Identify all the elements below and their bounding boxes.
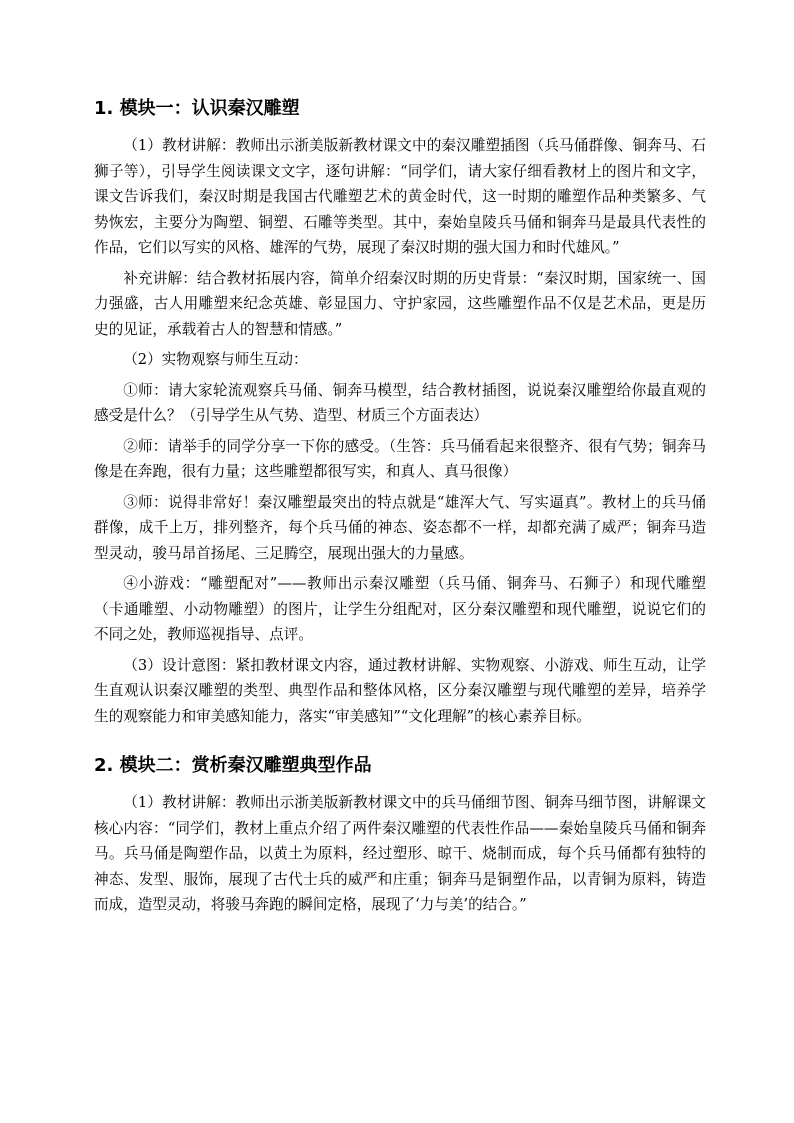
paragraph-design-intent: （3）设计意图：紧扣教材课文内容，通过教材讲解、实物观察、小游戏、师生互动，让学生直观认识秦汉雕塑的类型、典型作品和整体风格，区分秦汉雕塑与现代雕塑的差异，培养学生的观察能力和审美感知能力，落实“审美感知”“文化理解”的核心素养目标。 [94, 656, 706, 725]
paragraph-step-3: ③师：说得非常好！秦汉雕塑最突出的特点就是“雄浑大气、写实逼真”。教材上的兵马俑群像，成千上万，排列整齐，每个兵马俑的神态、姿态都不一样，却都充满了威严；铜奔马造型灵动，骏马昂首扬尾、三足腾空，展现出强大的力量感。 [94, 493, 706, 562]
paragraph-module-2-explanation: （1）教材讲解：教师出示浙美版新教材课文中的兵马俑细节图、铜奔马细节图，讲解课文核心内容：“同学们，教材上重点介绍了两件秦汉雕塑的代表性作品——秦始皇陵兵马俑和铜奔马。兵马俑是陶塑作品，以黄土为原料，经过塑形、晾干、烧制而成，每个兵马俑都有独特的神态、发型、服饰，展现了古代士兵的威严和庄重；铜奔马是铜塑作品，以青铜为原料，铸造而成，造型灵动，将骏马奔跑的瞬间定格，展现了‘力与美’的结合。” [94, 794, 706, 913]
paragraph-observation-title: （2）实物观察与师生互动： [123, 351, 308, 368]
document-body [94, 90, 706, 918]
paragraph-step-1: ①师：请大家轮流观察兵马俑、铜奔马模型，结合教材插图，说说秦汉雕塑给你最直观的感受是什么？（引导学生从气势、造型、材质三个方面表达） [94, 381, 706, 424]
section-heading-module-1: 1. 模块一：认识秦汉雕塑 [94, 98, 300, 119]
paragraph-step-4: ④小游戏：“雕塑配对”——教师出示秦汉雕塑（兵马俑、铜奔马、石狮子）和现代雕塑（卡通雕塑、小动物雕塑）的图片，让学生分组配对，区分秦汉雕塑和现代雕塑，说说它们的不同之处，教师巡视指导、点评。 [94, 575, 706, 643]
section-heading-module-2: 2. 模块二：赏析秦汉雕塑典型作品 [94, 755, 372, 776]
paragraph-step-2: ②师：请举手的同学分享一下你的感受。（生答：兵马俑看起来很整齐、很有气势；铜奔马像是在奔跑，很有力量；这些雕塑都很写实，和真人、真马很像） [94, 437, 706, 480]
paragraph-textbook-explanation: （1）教材讲解：教师出示浙美版新教材课文中的秦汉雕塑插图（兵马俑群像、铜奔马、石狮子等），引导学生阅读课文文字，逐句讲解：“同学们，请大家仔细看教材上的图片和文字，课文告诉我们，秦汉时期是我国古代雕塑艺术的黄金时代，这一时期的雕塑作品种类繁多、气势恢宏，主要分为陶塑、铜塑、石雕等类型。其中，秦始皇陵兵马俑和铜奔马是最具代表性的作品，它们以写实的风格、雄浑的气势，展现了秦汉时期的强大国力和时代雄风。” [94, 137, 706, 256]
paragraph-supplement: 补充讲解：结合教材拓展内容，简单介绍秦汉时期的历史背景：“秦汉时期，国家统一、国力强盛，古人用雕塑来纪念英雄、彰显国力、守护家园，这些雕塑作品不仅是艺术品，更是历史的见证，承载着古人的智慧和情感。” [94, 269, 706, 338]
